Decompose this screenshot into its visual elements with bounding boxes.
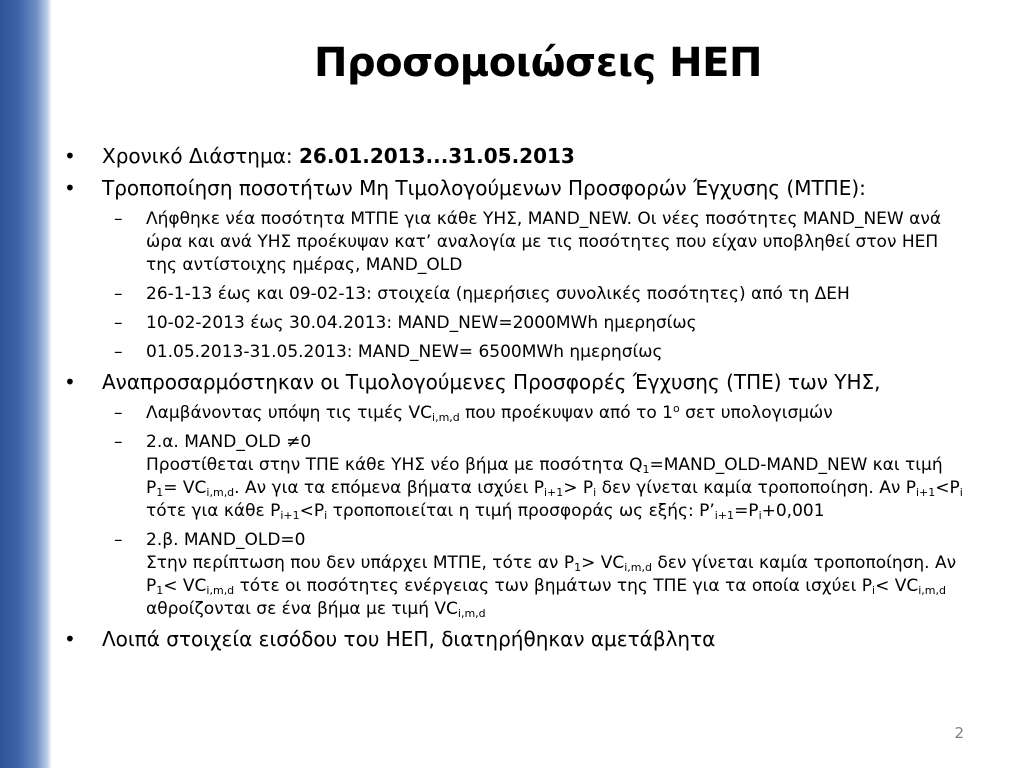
sub-item-6500mwh	[64, 341, 964, 364]
subscript: i	[959, 486, 963, 499]
subscript: i,m,d	[624, 561, 652, 574]
case-2a-text: <P	[935, 478, 960, 498]
case-2a-text: τροποποιείται η τιμή προσφοράς ως εξής: P’	[327, 501, 715, 521]
subscript: i+1	[280, 509, 300, 522]
mtpe-modification-text: Τροποποίηση ποσοτήτων Μη Τιμολογούμενων Προσφορών Έγχυσης (ΜΤΠΕ):	[102, 176, 866, 200]
case-2b-heading: 2.β. MAND_OLD=0	[146, 530, 306, 550]
case-2b-text: δεν γίνεται καμία τροποποίηση. Αν P	[146, 553, 957, 596]
case-2b-text: < VC	[875, 576, 919, 596]
new-quantity-text: Λήφθηκε νέα ποσότητα ΜΤΠΕ για κάθε ΥΗΣ, MAND_NEW. Οι νέες ποσότητες MAND_NEW ανά ώρα και ανά ΥΗΣ προέκυψαν κατ’ αναλογία με τις ποσότητες που είχαν υποβληθεί στον ΗΕΠ της αντίστοιχης ημέρας, MAND_OLD	[146, 209, 942, 275]
subscript: 1	[574, 561, 582, 574]
case-2a-text: δεν γίνεται καμία τροποποίηση. Αν P	[596, 478, 916, 498]
case-2a-text: . Αν για τα επόμενα βήματα ισχύει P	[234, 478, 544, 498]
subscript: i	[324, 509, 328, 522]
vc-text-1: Λαμβάνοντας υπόψη τις τιμές VC	[146, 403, 433, 423]
case-2a-body	[146, 454, 964, 523]
side-accent-bar	[0, 0, 52, 768]
sub-item-2000mwh	[64, 312, 964, 335]
subscript: i	[758, 509, 762, 522]
case-2a-text: +0,001	[761, 501, 825, 521]
subscript: i+1	[543, 486, 564, 499]
sub-item-mand-old-zero	[64, 529, 964, 621]
subscript: i,m,d	[206, 584, 235, 597]
subscript: 1	[156, 486, 164, 499]
6500mwh-text: 01.05.2013-31.05.2013: MAND_NEW= 6500MWh ημερησίως	[146, 342, 663, 362]
case-2a-text: Προστίθεται στην ΤΠΕ κάθε ΥΗΣ νέο βήμα με ποσότητα Q	[146, 455, 643, 475]
other-inputs-text: Λοιπά στοιχεία εισόδου του ΗΕΠ, διατηρήθηκαν αμετάβλητα	[102, 627, 716, 651]
ordinal-superscript: ο	[672, 402, 680, 415]
dash-glyph: –	[114, 432, 123, 452]
dash-glyph: –	[114, 209, 123, 229]
subscript: 1	[156, 584, 164, 597]
bullet-glyph: •	[64, 627, 76, 651]
bullet-glyph: •	[64, 370, 76, 394]
dash-glyph: –	[114, 313, 123, 333]
case-2a-heading: 2.α. MAND_OLD ≠0	[146, 432, 312, 452]
subscript: i+1	[714, 509, 735, 522]
bullet-other-inputs	[64, 627, 964, 651]
case-2b-text: αθροίζονται σε ένα βήμα με τιμή VC	[146, 599, 458, 619]
dash-glyph: –	[114, 530, 123, 550]
subscript: i	[593, 486, 597, 499]
case-2a-text: > P	[563, 478, 594, 498]
subscript: i,m,d	[457, 607, 486, 620]
subscript: i	[872, 584, 876, 597]
case-2a-text: = VC	[163, 478, 207, 498]
sub-item-mand-old-nonzero	[64, 431, 964, 523]
vc-text-2: που προέκυψαν από το 1	[459, 403, 673, 423]
case-2b-text: < VC	[163, 576, 207, 596]
dash-glyph: –	[114, 342, 123, 362]
subscript: 1	[642, 463, 650, 476]
bullet-glyph: •	[64, 144, 76, 168]
case-2b-text: Στην περίπτωση που δεν υπάρχει ΜΤΠΕ, τότε αν P	[146, 553, 575, 573]
case-2a-text: =MAND_OLD-MAND_NEW και τιμή P	[146, 455, 943, 498]
bullet-mtpe-modification	[64, 176, 964, 200]
dash-glyph: –	[114, 284, 123, 304]
bullet-glyph: •	[64, 176, 76, 200]
dei-data-text: 26-1-13 έως και 09-02-13: στοιχεία (ημερήσιες συνολικές ποσότητες) από τη ΔΕΗ	[146, 284, 850, 304]
tpe-readjust-text: Αναπροσαρμόστηκαν οι Τιμολογούμενες Προσφορές Έγχυσης (ΤΠΕ) των ΥΗΣ,	[102, 370, 881, 394]
case-2b-text: τότε οι ποσότητες ενέργειας των βημάτων της ΤΠΕ για τα οποία ισχύει P	[234, 576, 873, 596]
case-2a-text: =P	[734, 501, 759, 521]
time-period-value: 26.01.2013...31.05.2013	[298, 144, 575, 168]
case-2a-text: τότε για κάθε P	[146, 501, 281, 521]
page-number: 2	[954, 724, 964, 742]
slide-body	[64, 144, 964, 659]
case-2a-text: <P	[299, 501, 325, 521]
case-2b-text: > VC	[581, 553, 625, 573]
dash-glyph: –	[114, 403, 123, 423]
sub-item-dei-data	[64, 283, 964, 306]
case-2b-body	[146, 552, 964, 621]
bullet-tpe-readjust	[64, 370, 964, 394]
slide-title: Προσομοιώσεις ΗΕΠ	[314, 40, 762, 86]
subscript: i,m,d	[918, 584, 946, 597]
2000mwh-text: 10-02-2013 έως 30.04.2013: MAND_NEW=2000MWh ημερησίως	[146, 313, 697, 333]
vc-subscript: i,m,d	[432, 411, 460, 424]
subscript: i,m,d	[206, 486, 235, 499]
sub-item-vc-values	[64, 402, 964, 425]
subscript: i+1	[916, 486, 936, 499]
sub-item-new-quantity	[64, 208, 964, 277]
time-period-label: Χρονικό Διάστημα:	[102, 144, 299, 168]
bullet-time-period	[64, 144, 964, 168]
vc-text-3: σετ υπολογισμών	[679, 403, 833, 423]
